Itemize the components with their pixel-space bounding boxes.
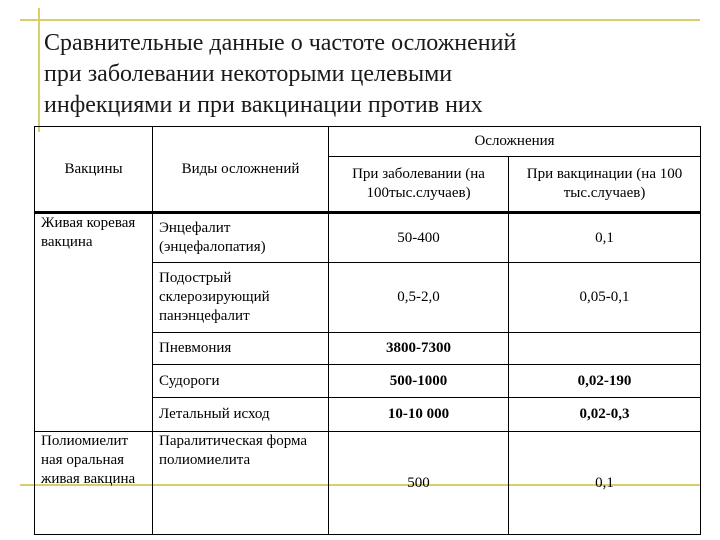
complications-table bbox=[34, 126, 701, 535]
disease-header: При заболевании (на 100тыс.случаев) bbox=[329, 157, 509, 213]
disease-value-cell: 10-10 000 bbox=[329, 398, 509, 432]
table-row bbox=[35, 213, 701, 263]
complication-type-cell: Подострый склерозирующий панэнцефалит bbox=[153, 263, 329, 333]
vaccination-value-cell: 0,02-190 bbox=[509, 365, 701, 398]
complication-type-cell: Паралитическая форма полиомиелита bbox=[153, 432, 329, 535]
disease-value-cell: 500 bbox=[329, 432, 509, 535]
disease-value-cell: 0,5-2,0 bbox=[329, 263, 509, 333]
title-left-rule bbox=[38, 8, 40, 132]
disease-value-cell: 50-400 bbox=[329, 213, 509, 263]
title-line-1: Сравнительные данные о частоте осложнений bbox=[44, 30, 517, 56]
complication-type-cell: Судороги bbox=[153, 365, 329, 398]
title-top-rule bbox=[20, 19, 700, 21]
title-line-3: инфекциями и при вакцинации против них bbox=[44, 92, 483, 118]
slide-title bbox=[44, 28, 684, 121]
header-row-1 bbox=[35, 127, 701, 157]
vaccine-cell-measles: Живая коревая вакцина bbox=[35, 213, 153, 432]
complication-type-cell: Пневмония bbox=[153, 333, 329, 365]
vaccines-header: Вакцины bbox=[35, 127, 153, 213]
disease-value-cell: 3800-7300 bbox=[329, 333, 509, 365]
complication-type-cell: Энцефалит (энцефалопатия) bbox=[153, 213, 329, 263]
vaccination-value-cell: 0,02-0,3 bbox=[509, 398, 701, 432]
complication-type-cell: Летальный исход bbox=[153, 398, 329, 432]
vaccination-value-cell: 0,05-0,1 bbox=[509, 263, 701, 333]
complications-header: Осложнения bbox=[329, 127, 701, 157]
vaccine-cell-polio: Полиомиелит ная оральная живая вакцина bbox=[35, 432, 153, 535]
title-line-2: при заболевании некоторыми целевыми bbox=[44, 61, 453, 87]
types-header: Виды осложнений bbox=[153, 127, 329, 213]
vaccination-value-cell bbox=[509, 333, 701, 365]
disease-value-cell: 500-1000 bbox=[329, 365, 509, 398]
vaccination-value-cell: 0,1 bbox=[509, 213, 701, 263]
vaccination-header: При вакцинации (на 100 тыс.случаев) bbox=[509, 157, 701, 213]
table-row bbox=[35, 432, 701, 535]
vaccination-value-cell: 0,1 bbox=[509, 432, 701, 535]
